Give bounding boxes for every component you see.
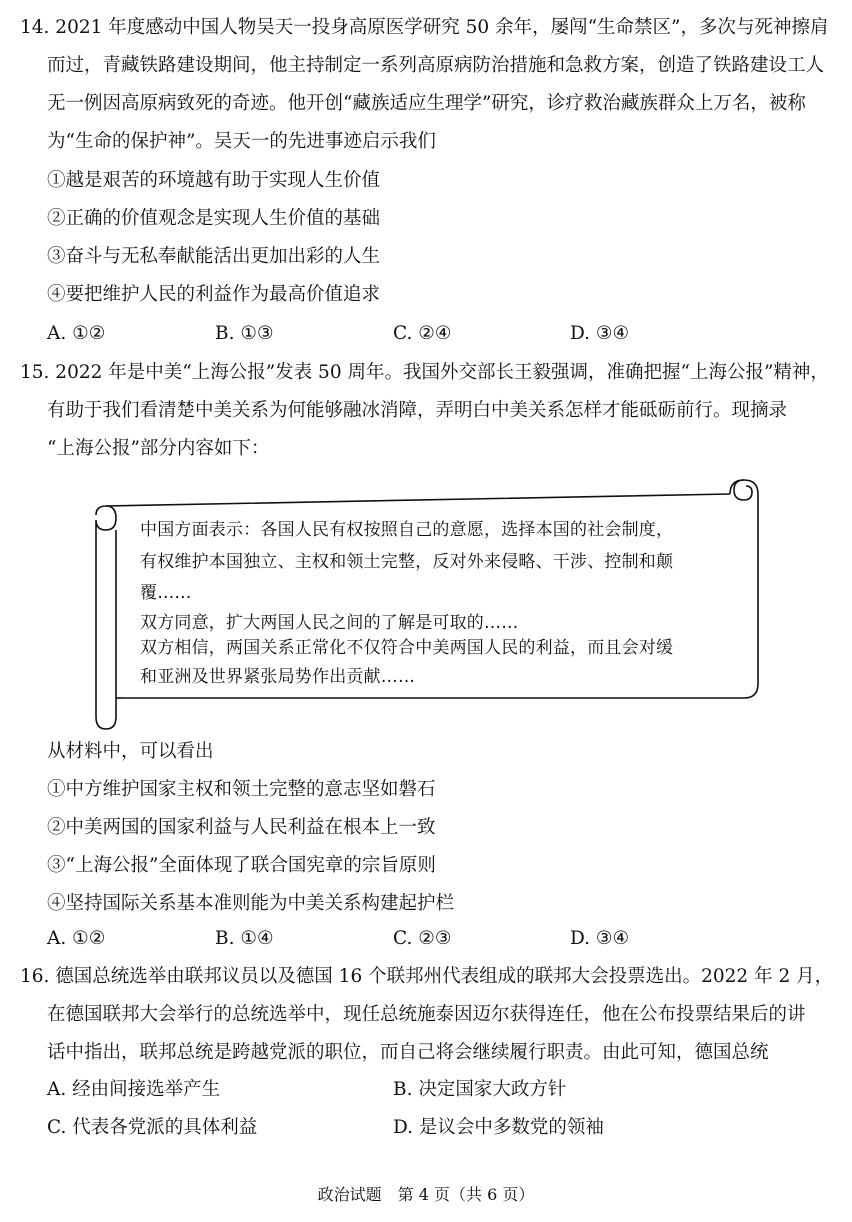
question-stem-line: 无一例因高原病致死的奇迹。他开创“藏族适应生理学”研究，诊疗救治藏族群众上万名，被称 — [47, 93, 806, 114]
option-b: B. 决定国家大政方针 — [393, 1079, 567, 1100]
option-a: A. 经由间接选举产生 — [47, 1079, 221, 1100]
statement-2: ②中美两国的国家利益与人民利益在根本上一致 — [47, 817, 436, 838]
option-a: A. ①② — [47, 928, 106, 949]
question-prompt: 从材料中，可以看出 — [47, 741, 214, 762]
question-stem-line: 15. 2022 年是中美“上海公报”发表 50 周年。我国外交部长王毅强调，准确把握“上海公报”精神， — [20, 362, 829, 383]
option-c: C. ②③ — [393, 928, 452, 949]
question-stem-line: “上海公报”部分内容如下： — [47, 438, 270, 459]
scroll-line: 覆…… — [140, 583, 192, 603]
question-stem-line: 话中指出，联邦总统是跨越党派的职位，而自己将会继续履行职责。由此可知，德国总统 — [47, 1042, 769, 1063]
statement-1: ①越是艰苦的环境越有助于实现人生价值 — [47, 170, 381, 191]
statement-1: ①中方维护国家主权和领土完整的意志坚如磐石 — [47, 779, 436, 800]
statement-4: ④坚持国际关系基本准则能为中美关系构建起护栏 — [47, 893, 455, 914]
question-stem-line: 16. 德国总统选举由联邦议员以及德国 16 个联邦州代表组成的联邦大会投票选出。2022 年 2 月， — [20, 966, 834, 987]
question-stem-line: 为“生命的保护神”。吴天一的先进事迹启示我们 — [47, 131, 436, 152]
option-a: A. ①② — [47, 323, 106, 344]
option-b: B. ①④ — [215, 928, 274, 949]
option-d: D. ③④ — [570, 928, 630, 949]
question-stem-line: 有助于我们看清楚中美关系为何能够融冰消障，弄明白中美关系怎样才能砥砺前行。现摘录 — [47, 400, 788, 421]
page-footer: 政治试题 第 4 页（共 6 页） — [317, 1185, 535, 1204]
question-stem-line: 在德国联邦大会举行的总统选举中，现任总统施泰因迈尔获得连任，他在公布投票结果后的讲 — [47, 1004, 806, 1025]
scroll-line: 有权维护本国独立、主权和领土完整，反对外来侵略、干涉、控制和颠 — [140, 552, 674, 572]
question-stem-line: 14. 2021 年度感动中国人物吴天一投身高原医学研究 50 余年，屡闯“生命禁区”，多次与死神擦肩 — [20, 17, 829, 38]
statement-3: ③奋斗与无私奉献能活出更加出彩的人生 — [47, 246, 381, 267]
scroll-line: 中国方面表示：各国人民有权按照自己的意愿，选择本国的社会制度， — [140, 520, 674, 540]
statement-2: ②正确的价值观念是实现人生价值的基础 — [47, 208, 381, 229]
question-stem-line: 而过，青藏铁路建设期间，他主持制定一系列高原病防治措施和急救方案，创造了铁路建设工人 — [47, 55, 825, 76]
option-c: C. 代表各党派的具体利益 — [47, 1117, 258, 1138]
option-d: D. ③④ — [570, 323, 630, 344]
scroll-line: 双方同意，扩大两国人民之间的了解是可取的…… — [140, 613, 519, 633]
option-b: B. ①③ — [215, 323, 274, 344]
scroll-line: 和亚洲及世界紧张局势作出贡献…… — [140, 667, 416, 687]
statement-4: ④要把维护人民的利益作为最高价值追求 — [47, 284, 381, 305]
scroll-line: 双方相信，两国关系正常化不仅符合中美两国人民的利益，而且会对缓 — [140, 638, 674, 658]
option-c: C. ②④ — [393, 323, 452, 344]
option-d: D. 是议会中多数党的领袖 — [393, 1117, 604, 1138]
statement-3: ③“上海公报”全面体现了联合国宪章的宗旨原则 — [47, 855, 436, 876]
